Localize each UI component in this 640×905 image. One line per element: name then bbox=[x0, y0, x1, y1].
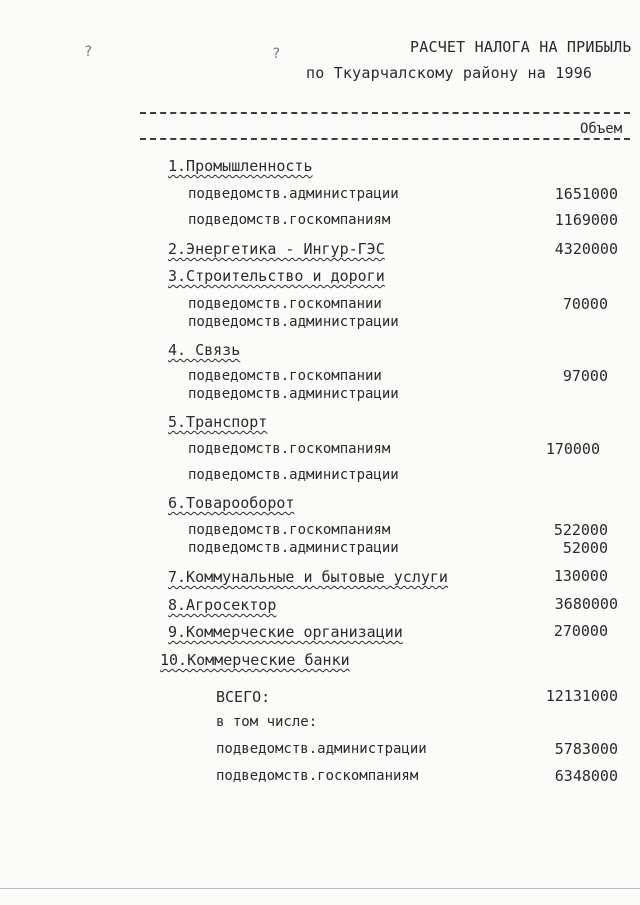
section-commercial-orgs-value: 270000 bbox=[553, 622, 608, 640]
document-title: РАСЧЕТ НАЛОГА НА ПРИБЫЛЬ bbox=[410, 38, 632, 56]
row-label: подведомств.госкомпании bbox=[188, 368, 382, 384]
margin-mark-left: ? bbox=[84, 44, 93, 60]
row-label: подведомств.администрации bbox=[188, 540, 399, 556]
total-value: 12131000 bbox=[545, 687, 618, 705]
section-energy: 2.Энергетика - Ингур-ГЭС bbox=[168, 240, 385, 258]
page-bottom-edge bbox=[0, 888, 640, 889]
section-agro-value: 3680000 bbox=[554, 595, 618, 613]
total-label: ВСЕГО: bbox=[216, 688, 271, 706]
row-label: подведомств.госкомпании bbox=[188, 296, 382, 312]
section-utilities: 7.Коммунальные и бытовые услуги bbox=[168, 568, 448, 586]
row-value: 1651000 bbox=[554, 185, 618, 203]
total-row-label: подведомств.госкомпаниям bbox=[216, 768, 419, 784]
document-subtitle: по Ткуарчалскому району на 1996 bbox=[306, 64, 593, 82]
row-value: 97000 bbox=[562, 367, 608, 385]
section-energy-value: 4320000 bbox=[554, 240, 618, 258]
total-row-value: 6348000 bbox=[554, 767, 618, 785]
row-label: подведомств.администрации bbox=[188, 314, 399, 330]
row-label: подведомств.администрации bbox=[188, 467, 399, 483]
header-rule-top bbox=[140, 112, 630, 114]
section-transport: 5.Транспорт bbox=[168, 413, 268, 431]
margin-mark-right: ? bbox=[272, 46, 281, 62]
row-value: 522000 bbox=[553, 521, 608, 539]
section-communications: 4. Связь bbox=[168, 341, 241, 359]
section-commercial-orgs: 9.Коммерческие организации bbox=[168, 623, 403, 641]
row-value: 70000 bbox=[562, 295, 608, 313]
row-value: 52000 bbox=[562, 539, 608, 557]
row-label: подведомств.госкомпаниям bbox=[188, 522, 391, 538]
row-label: подведомств.администрации bbox=[188, 186, 399, 202]
section-agro: 8.Агросектор bbox=[168, 596, 277, 614]
section-construction: 3.Строительство и дороги bbox=[168, 267, 385, 285]
row-value: 1169000 bbox=[554, 211, 618, 229]
including-label: в том числе: bbox=[216, 714, 318, 730]
row-label: подведомств.госкомпаниям bbox=[188, 441, 391, 457]
section-commercial-banks: 10.Коммерческие банки bbox=[160, 651, 350, 669]
section-industry: 1.Промышленность bbox=[168, 157, 313, 175]
total-row-value: 5783000 bbox=[554, 740, 618, 758]
column-header-volume: Объем bbox=[580, 121, 623, 137]
section-trade: 6.Товарооборот bbox=[168, 494, 295, 512]
row-label: подведомств.администрации bbox=[188, 386, 399, 402]
section-utilities-value: 130000 bbox=[553, 567, 608, 585]
row-label: подведомств.госкомпаниям bbox=[188, 212, 391, 228]
header-rule-middle bbox=[140, 138, 630, 140]
row-value: 170000 bbox=[545, 440, 600, 458]
total-row-label: подведомств.администрации bbox=[216, 741, 427, 757]
